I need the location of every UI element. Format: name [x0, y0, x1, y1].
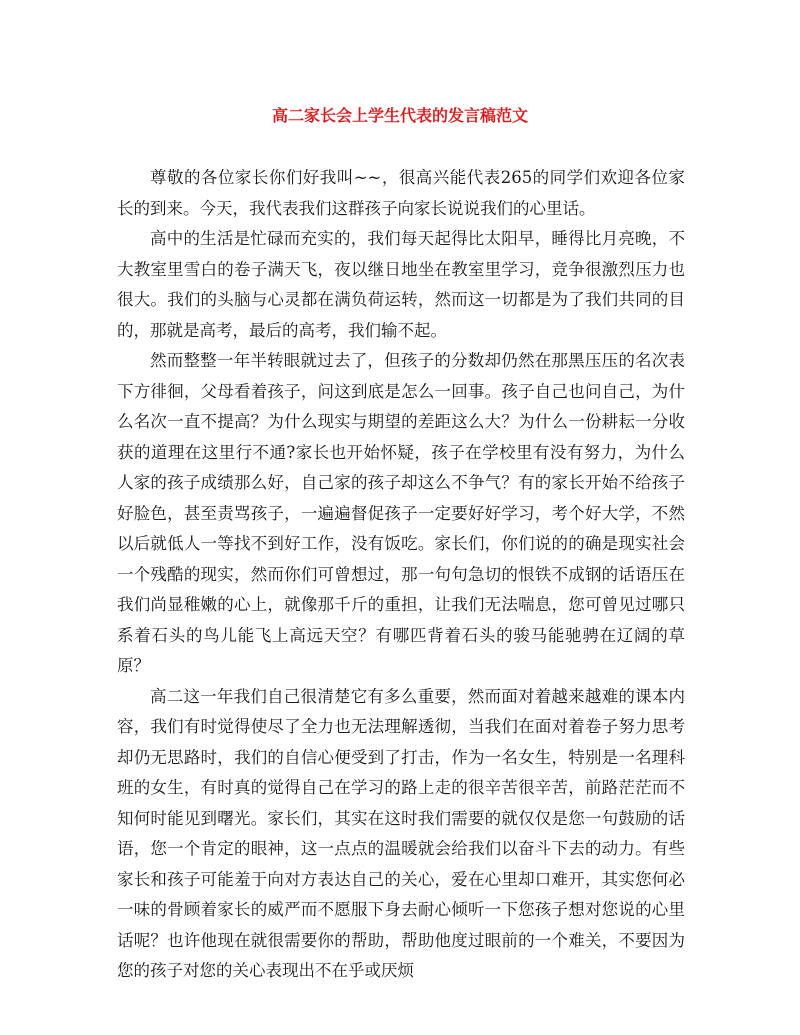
document-body: [117, 163, 685, 987]
paragraph-1: 尊敬的各位家长你们好我叫~~，很高兴能代表265的同学们欢迎各位家长的到来。今天，我代表我们这群孩子向家长说说我们的心里话。: [117, 168, 685, 218]
paragraph-4: 高二这一年我们自己很清楚它有多么重要，然而面对着越来越难的课本内容，我们有时觉得使尽了全力也无法理解透彻，当我们在面对着卷子努力思考却仍无思路时，我们的自信心便受到了打击，作为一名女生，特别是一名理科班的女生，有时真的觉得自己在学习的路上走的很辛苦很辛苦，前路茫茫而不知何时能见到曙光。家长们，其实在这时我们需要的就仅仅是您一句鼓励的话语，您一个肯定的眼神，这一点点的温暖就会给我们以奋斗下去的动力。有些家长和孩子可能羞于向对方表达自己的关心，爱在心里却口难开，其实您何必一味的骨顾着家长的威严而不愿服下身去耐心倾听一下您孩子想对您说的心里话呢？也许他现在就很需要你的帮助，帮助他度过眼前的一个难关，不要因为您的孩子对您的关心表现出不在乎或厌烦: [117, 686, 685, 980]
paragraph-2: 高中的生活是忙碌而充实的，我们每天起得比太阳早，睡得比月亮晚，不大教室里雪白的卷子满天飞，夜以继日地坐在教室里学习，竞争很激烈压力也很大。我们的头脑与心灵都在满负荷运转，然而这一切都是为了我们共同的目的，那就是高考，最后的高考，我们输不起。: [117, 229, 685, 340]
document-title: 高二家长会上学生代表的发言稿范文: [271, 106, 528, 125]
paragraph-3: 然而整整一年半转眼就过去了，但孩子的分数却仍然在那黑压压的名次表下方徘徊，父母看着孩子，问这到底是怎么一回事。孩子自己也问自己，为什么名次一直不提高？为什么现实与期望的差距这么大？为什么一份耕耘一分收获的道理在这里行不通?家长也开始怀疑，孩子在学校里有没有努力，为什么人家的孩子成绩那么好，自己家的孩子却这么不争气？有的家长开始不给孩子好脸色，甚至责骂孩子，一遍遍督促孩子一定要好好学习，考个好大学，不然以后就低人一等找不到好工作，没有饭吃。家长们，你们说的的确是现实社会一个残酷的现实，然而你们可曾想过，那一句句急切的恨铁不成钢的话语压在我们尚显稚嫩的心上，就像那千斤的重担，让我们无法喘息，您可曾见过哪只系着石头的鸟儿能飞上高远天空？有哪匹背着石头的骏马能驰骋在辽阔的草原？: [117, 351, 685, 675]
